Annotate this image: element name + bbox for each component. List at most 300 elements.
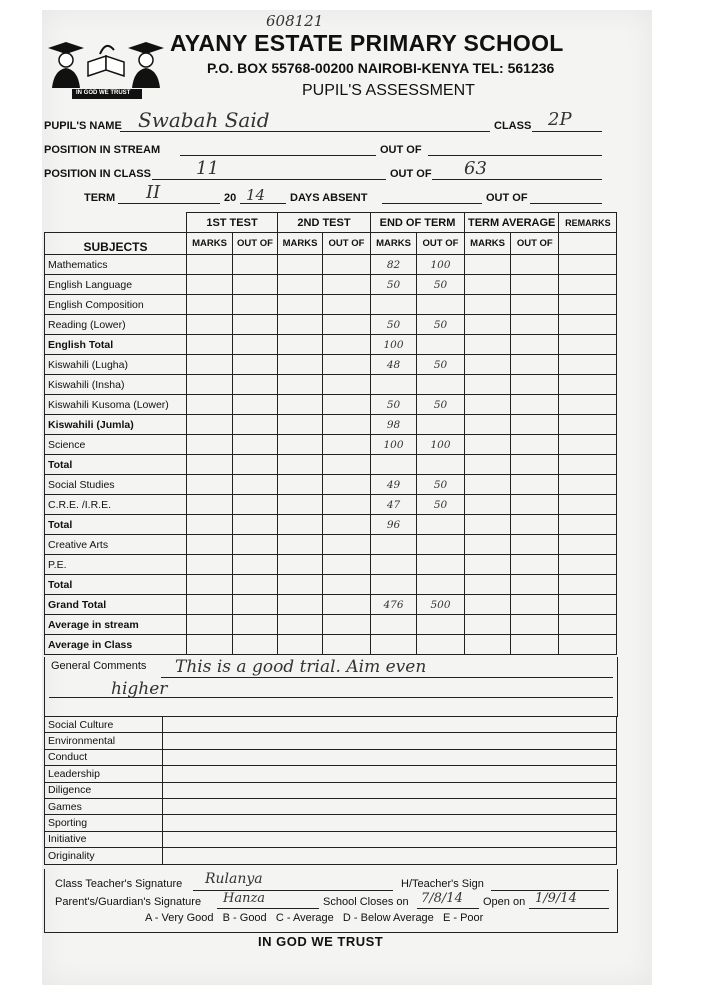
end-term-out-of: 100 [417,255,465,275]
empty-cell [278,495,323,515]
graduate-left-icon [48,42,84,88]
empty-cell [559,255,617,275]
empty-cell [278,595,323,615]
empty-cell [511,435,559,455]
empty-cell [323,415,371,435]
empty-cell [559,415,617,435]
empty-cell [559,475,617,495]
subject-name: English Total [45,335,187,355]
empty-cell [187,635,233,655]
empty-cell [511,335,559,355]
empty-cell [323,575,371,595]
subject-name: Reading (Lower) [45,315,187,335]
empty-cell [511,555,559,575]
empty-cell [233,595,278,615]
empty-cell [511,615,559,635]
subject-row [45,395,617,415]
end-term-marks: 50 [371,395,417,415]
end-term-out-of [417,455,465,475]
empty-cell [233,555,278,575]
end-term-marks: 100 [371,435,417,455]
subject-row [45,375,617,395]
empty-cell [233,395,278,415]
footer-motto: IN GOD WE TRUST [258,934,384,949]
empty-cell [278,415,323,435]
empty-cell [559,395,617,415]
empty-cell [465,495,511,515]
empty-cell [278,395,323,415]
empty-cell [559,295,617,315]
subject-name: Kiswahili (Insha) [45,375,187,395]
parent-label: Parent's/Guardian's Signature [55,896,202,908]
empty-cell [187,335,233,355]
end-term-marks: 49 [371,475,417,495]
stream-out-of-label: OUT OF [380,144,422,156]
subject-row [45,335,617,355]
empty-cell [278,355,323,375]
conduct-grade [163,749,617,765]
empty-cell [278,275,323,295]
empty-cell [278,475,323,495]
empty-cell [511,315,559,335]
conduct-row [45,798,617,814]
empty-cell [278,295,323,315]
end-term-out-of [417,635,465,655]
conduct-item: Originality [45,848,163,864]
conduct-grade [163,848,617,864]
empty-cell [465,355,511,375]
conduct-grade [163,831,617,847]
empty-cell [233,435,278,455]
conduct-item: Social Culture [45,717,163,733]
position-class-value: 11 [196,158,219,179]
position-class-label: POSITION IN CLASS [44,168,151,180]
empty-cell [323,395,371,415]
empty-cell [187,615,233,635]
pupil-name-label: PUPIL'S NAME [44,120,122,132]
empty-cell [233,415,278,435]
days-absent-label: DAYS ABSENT [290,192,368,204]
empty-cell [187,455,233,475]
empty-cell [559,315,617,335]
empty-cell [187,515,233,535]
subject-row [45,515,617,535]
end-term-marks: 47 [371,495,417,515]
end-term-out-of [417,615,465,635]
empty-cell [278,575,323,595]
closes-label: School Closes on [323,896,409,908]
end-term-out-of: 500 [417,595,465,615]
end-term-out-of: 50 [417,475,465,495]
term-value: II [146,182,161,203]
empty-cell [511,275,559,295]
empty-cell [323,555,371,575]
subject-row [45,415,617,435]
empty-cell [511,415,559,435]
conduct-row [45,815,617,831]
empty-cell [511,475,559,495]
conduct-row [45,782,617,798]
conduct-grade [163,717,617,733]
end-term-marks: 48 [371,355,417,375]
outof-col-header: OUT OF [233,233,278,255]
empty-cell [233,275,278,295]
empty-cell [559,615,617,635]
empty-cell [233,475,278,495]
empty-cell [233,515,278,535]
empty-cell [278,435,323,455]
empty-cell [511,255,559,275]
group-header: TERM AVERAGE [465,213,559,233]
empty-cell [559,515,617,535]
empty-cell [323,255,371,275]
comments-line-2: higher [111,679,168,699]
comments-label: General Comments [51,660,147,672]
empty-cell [465,575,511,595]
empty-cell [233,255,278,275]
subject-name: Mathematics [45,255,187,275]
marks-table [44,212,617,655]
open-book-icon [88,46,124,76]
subject-name: P.E. [45,555,187,575]
subject-row [45,575,617,595]
empty-cell [559,355,617,375]
empty-cell [278,375,323,395]
empty-cell [465,615,511,635]
empty-cell [233,615,278,635]
end-term-out-of: 50 [417,315,465,335]
empty-cell [323,295,371,315]
empty-cell [559,535,617,555]
subject-row [45,295,617,315]
empty-cell [278,535,323,555]
subject-name: Average in stream [45,615,187,635]
empty-cell [559,455,617,475]
end-term-out-of [417,515,465,535]
subject-row [45,495,617,515]
conduct-row [45,717,617,733]
empty-cell [278,615,323,635]
empty-cell [233,315,278,335]
subject-row [45,455,617,475]
empty-cell [323,515,371,535]
empty-cell [511,395,559,415]
conduct-item: Leadership [45,766,163,782]
empty-cell [233,335,278,355]
class-teacher-signature: Rulanya [205,871,263,887]
empty-cell [323,335,371,355]
pupil-name-value: Swabah Said [138,108,270,132]
end-term-marks: 50 [371,275,417,295]
graduate-right-icon [128,42,164,88]
empty-cell [278,335,323,355]
empty-cell [465,295,511,315]
empty-cell [278,515,323,535]
empty-cell [233,495,278,515]
empty-cell [465,535,511,555]
subject-name: English Language [45,275,187,295]
subject-name: Total [45,575,187,595]
end-term-marks [371,615,417,635]
conduct-item: Initiative [45,831,163,847]
opens-label: Open on [483,896,526,908]
empty-cell [323,375,371,395]
class-total-value: 63 [464,158,487,179]
subject-name: Social Studies [45,475,187,495]
empty-cell [233,295,278,315]
head-teacher-label: H/Teacher's Sign [401,878,484,890]
empty-cell [187,535,233,555]
parent-signature: Hanza [223,891,266,906]
conduct-grade [163,815,617,831]
empty-cell [511,535,559,555]
conduct-item: Sporting [45,815,163,831]
empty-cell [465,475,511,495]
grading-key: A - Very Good B - Good C - Average D - Below Average E - Poor [145,912,484,924]
empty-cell [465,255,511,275]
subject-row [45,315,617,335]
class-teacher-label: Class Teacher's Signature [55,878,183,890]
subject-row [45,255,617,275]
subject-name: Kiswahili (Lugha) [45,355,187,375]
end-term-marks: 476 [371,595,417,615]
conduct-row [45,749,617,765]
position-stream-label: POSITION IN STREAM [44,144,161,156]
empty-cell [323,455,371,475]
empty-cell [323,495,371,515]
group-header: 2ND TEST [278,213,371,233]
column-header-row [45,233,617,255]
empty-cell [187,295,233,315]
conduct-grade [163,766,617,782]
marks-col-header: MARKS [465,233,511,255]
empty-cell [559,575,617,595]
empty-cell [323,475,371,495]
empty-cell [465,335,511,355]
empty-cell [559,595,617,615]
empty-cell [323,635,371,655]
empty-cell [187,355,233,375]
end-term-marks: 50 [371,315,417,335]
end-term-out-of: 50 [417,495,465,515]
empty-cell [323,315,371,335]
empty-cell [187,415,233,435]
empty-cell [187,255,233,275]
end-term-out-of [417,555,465,575]
empty-cell [559,495,617,515]
empty-cell [187,375,233,395]
empty-cell [559,555,617,575]
end-term-marks: 82 [371,255,417,275]
empty-cell [187,315,233,335]
end-term-out-of [417,415,465,435]
empty-cell [233,635,278,655]
empty-cell [465,455,511,475]
empty-cell [559,375,617,395]
empty-cell [323,615,371,635]
subject-name: Kiswahili Kusoma (Lower) [45,395,187,415]
empty-cell [323,275,371,295]
empty-cell [511,595,559,615]
conduct-row [45,831,617,847]
subject-name: Total [45,515,187,535]
empty-cell [233,575,278,595]
year-suffix: 14 [246,186,266,204]
end-term-out-of: 50 [417,355,465,375]
form-title: PUPIL'S ASSESSMENT [302,82,475,99]
end-term-out-of [417,335,465,355]
conduct-item: Environmental [45,733,163,749]
empty-cell [278,635,323,655]
outof-col-header: OUT OF [417,233,465,255]
end-term-out-of: 50 [417,395,465,415]
empty-cell [511,355,559,375]
empty-cell [323,435,371,455]
empty-cell [233,375,278,395]
subject-name: Creative Arts [45,535,187,555]
empty-cell [278,555,323,575]
empty-cell [187,595,233,615]
logo-motto: IN GOD WE TRUST [76,90,131,96]
empty-cell [465,275,511,295]
subject-row [45,555,617,575]
empty-cell [233,535,278,555]
school-address: P.O. BOX 55768-00200 NAIROBI-KENYA TEL: 561236 [207,60,555,76]
conduct-table [44,716,617,865]
end-term-marks [371,295,417,315]
empty-cell [278,315,323,335]
conduct-item: Diligence [45,782,163,798]
general-comments-box [44,657,618,717]
end-term-out-of [417,535,465,555]
year-prefix: 20 [224,192,237,204]
conduct-item: Conduct [45,749,163,765]
subject-row [45,435,617,455]
empty-cell [511,375,559,395]
subject-name: Science [45,435,187,455]
empty-cell [187,475,233,495]
days-out-of-label: OUT OF [486,192,528,204]
group-header: 1ST TEST [187,213,278,233]
empty-cell [511,295,559,315]
empty-cell [187,495,233,515]
empty-cell [511,495,559,515]
opens-value: 1/9/14 [535,891,577,906]
empty-cell [559,335,617,355]
subjects-header: SUBJECTS [45,233,187,255]
empty-cell [465,395,511,415]
empty-cell [559,435,617,455]
empty-cell [559,275,617,295]
end-term-out-of: 50 [417,275,465,295]
empty-cell [511,455,559,475]
empty-cell [278,455,323,475]
conduct-grade [163,798,617,814]
group-header: END OF TERM [371,213,465,233]
subject-row [45,595,617,615]
subject-name: Grand Total [45,595,187,615]
group-header: REMARKS [559,213,617,233]
empty-cell [323,595,371,615]
outof-col-header: OUT OF [323,233,371,255]
school-name: AYANY ESTATE PRIMARY SCHOOL [170,30,564,56]
empty-cell [187,555,233,575]
end-term-out-of: 100 [417,435,465,455]
empty-cell [233,355,278,375]
end-term-marks: 100 [371,335,417,355]
conduct-grade [163,733,617,749]
end-term-marks [371,635,417,655]
serial-number: 608121 [266,12,324,30]
conduct-row [45,766,617,782]
outof-col-header: OUT OF [511,233,559,255]
end-term-marks [371,575,417,595]
subject-name: C.R.E. /I.R.E. [45,495,187,515]
subject-name: Total [45,455,187,475]
end-term-out-of [417,295,465,315]
marks-col-header: MARKS [278,233,323,255]
subject-name: English Composition [45,295,187,315]
conduct-item: Games [45,798,163,814]
empty-cell [465,635,511,655]
comments-line-1: This is a good trial. Aim even [175,657,427,677]
class-label: CLASS [494,120,532,132]
empty-cell [323,535,371,555]
closes-value: 7/8/14 [421,891,463,906]
marks-col-header: MARKS [371,233,417,255]
end-term-marks [371,555,417,575]
empty-cell [559,635,617,655]
empty-cell [465,435,511,455]
end-term-marks: 96 [371,515,417,535]
empty-cell [465,595,511,615]
conduct-row [45,733,617,749]
end-term-out-of [417,375,465,395]
empty-cell [187,395,233,415]
term-label: TERM [84,192,116,204]
conduct-grade [163,782,617,798]
subject-row [45,275,617,295]
group-header-row [45,213,617,233]
end-term-marks [371,455,417,475]
empty-cell [187,435,233,455]
subject-name: Kiswahili (Jumla) [45,415,187,435]
end-term-out-of [417,575,465,595]
empty-cell [187,575,233,595]
subject-name: Average in Class [45,635,187,655]
empty-cell [511,635,559,655]
subject-row [45,535,617,555]
empty-cell [465,555,511,575]
empty-cell [278,255,323,275]
subject-row [45,615,617,635]
subject-row [45,635,617,655]
conduct-row [45,848,617,864]
end-term-marks [371,375,417,395]
empty-cell [323,355,371,375]
empty-cell [465,415,511,435]
empty-cell [465,515,511,535]
end-term-marks: 98 [371,415,417,435]
empty-cell [511,515,559,535]
empty-cell [511,575,559,595]
marks-col-header: MARKS [187,233,233,255]
class-out-of-label: OUT OF [390,168,432,180]
subject-row [45,475,617,495]
class-value: 2P [548,109,572,130]
empty-cell [187,275,233,295]
signature-box [44,869,618,933]
